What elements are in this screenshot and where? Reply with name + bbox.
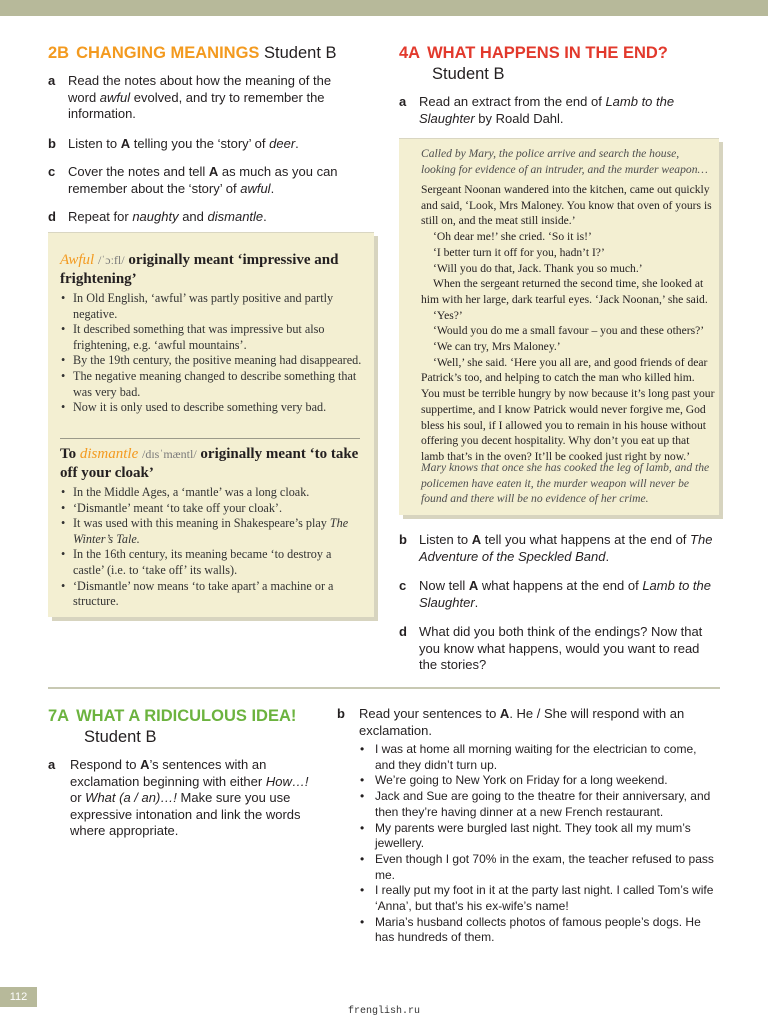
item-text: What did you both think of the endings? Now that you know what happens, would you want to read the stories? [419,624,703,672]
student-label: Student B [432,65,505,83]
section-title: CHANGING MEANINGS [76,44,260,62]
item-letter: b [48,136,56,151]
section-divider [48,687,720,689]
item-text: Listen to A telling you the ‘story’ of deer. [68,136,299,151]
student-label: Student B [264,44,337,62]
word-history-notes-box [48,232,374,617]
extract-body [421,182,715,465]
dismantle-notes-list [60,485,365,610]
list-item: • Now it is only used to describe something very bad. [60,400,365,416]
section-code: 4A [399,44,421,62]
section-2b-heading [48,43,337,63]
paragraph: When the sergeant returned the second time, she looked at him with her large, dark tearful eyes. ‘Jack Noonan,’ she said. [421,277,708,306]
footer-watermark: frenglish.ru [347,1006,420,1017]
paragraph: ‘We can try, Mrs Maloney.’ [433,340,561,354]
item-letter: c [48,164,56,179]
list-item: • I was at home all morning waiting for the electrician to come, and they didn’t turn up. [357,742,717,773]
list-item: • We’re going to New York on Friday for a long weekend. [357,773,717,789]
section-code: 7A [48,707,70,725]
list-item: • ‘Dismantle’ meant ‘to take off your cloak’. [60,501,365,517]
paragraph: ‘Will you do that, Jack. Thank you so much.’ [433,261,643,275]
divider [60,438,360,439]
item-text: Respond to A’s sentences with an exclamation beginning with either How…! or What (a / an)…! Make sure you use expressive intonation and link the words where appropriate. [70,757,309,838]
list-item: • By the 19th century, the positive meaning had disappeared. [60,353,365,369]
story-extract-box [399,138,719,515]
page-number: 112 [0,987,37,1007]
list-item: • In the Middle Ages, a ‘mantle’ was a long cloak. [60,485,365,501]
dismantle-heading: To dismantle /dɪsˈmæntl/ originally meant ‘to take off your cloak’ [60,446,359,481]
exercise-2b-b [48,136,358,153]
paragraph: Sergeant Noonan wandered into the kitchen, came out quickly and said, ‘Look, Mrs Maloney. You know that oven of yours is still on, and the meat still inside.’ [421,183,712,228]
paragraph: ‘Well,’ she said. ‘Here you all are, and good friends of dear Patrick’s too, and helping to catch the man who killed him. You must be terrible hungry by now because it’s long past your suppertime, and I know Patrick would never forgive me, God bless his soul, if I allowed you to remain in his house without offering you decent hospitality. Why don’t you eat up that lamb that’s in the oven? It’ll be cooked just right by now.’ [421,355,715,463]
section-title: WHAT A RIDICULOUS IDEA! [76,707,297,725]
exercise-7a-b [337,706,717,739]
item-text: Read the notes about how the meaning of the word awful evolved, and try to remember the information. [68,73,332,121]
paragraph: ‘I better turn it off for you, hadn’t I?’ [433,245,605,259]
awful-heading: Awful /ˈɔːfl/ originally meant ‘impressive and frightening’ [60,252,339,287]
item-letter: a [48,757,56,772]
item-text: Read an extract from the end of Lamb to the Slaughter by Roald Dahl. [419,94,675,126]
item-letter: d [48,209,56,224]
list-item: • The negative meaning changed to describe something that was very bad. [60,369,365,400]
item-letter: a [399,94,407,109]
list-item: • It was used with this meaning in Shakespeare’s play The Winter’s Tale. [60,516,365,547]
item-letter: b [399,532,407,547]
exercise-7a-a [48,757,318,840]
section-7a-heading [48,706,296,726]
item-text: Repeat for naughty and dismantle. [68,209,267,224]
student-label: Student B [84,728,157,746]
exercise-4a-c [399,578,719,611]
list-item: • In the 16th century, its meaning became ‘to destroy a castle’ (i.e. to ‘take off’ its walls). [60,547,365,578]
exercise-4a-a [399,94,709,127]
list-item: • Jack and Sue are going to the theatre for their anniversary, and then they’re having dinner at a new French restaurant. [357,789,717,820]
sentences-list [357,742,717,946]
top-color-bar [0,0,768,16]
list-item: • Even though I got 70% in the exam, the teacher refused to pass me. [357,852,717,883]
extract-outro: Mary knows that once she has cooked the leg of lamb, and the policemen have eaten it, the murder weapon will never be found and there will be no evidence of her crime. [421,461,710,505]
list-item: • Maria’s husband collects photos of famous people’s dogs. He has hundreds of them. [357,915,717,946]
item-text: Now tell A what happens at the end of Lamb to the Slaughter. [419,578,711,610]
list-item: • My parents were burgled last night. They took all my mum’s jewellery. [357,821,717,852]
section-4a-heading [399,43,668,63]
paragraph: ‘Would you do me a small favour – you and these others?’ [433,324,705,338]
item-text: Read your sentences to A. He / She will respond with an exclamation. [359,706,685,738]
item-text: Cover the notes and tell A as much as you can remember about the ‘story’ of awful. [68,164,338,196]
paragraph: ‘Yes?’ [433,308,463,322]
item-letter: d [399,624,407,639]
item-letter: b [337,706,345,721]
exercise-4a-d [399,624,719,674]
exercise-4a-b [399,532,719,565]
item-letter: a [48,73,56,88]
list-item: • ‘Dismantle’ now means ‘to take apart’ a machine or a structure. [60,579,365,610]
exercise-2b-a [48,73,358,123]
section-code: 2B [48,44,70,62]
list-item: • In Old English, ‘awful’ was partly positive and partly negative. [60,291,365,322]
section-title: WHAT HAPPENS IN THE END? [427,44,668,62]
list-item: • It described something that was impressive but also frightening, e.g. ‘awful mountains’. [60,322,365,353]
awful-notes-list [60,291,365,416]
item-text: Listen to A tell you what happens at the end of The Adventure of the Speckled Band. [419,532,713,564]
paragraph: ‘Oh dear me!’ she cried. ‘So it is!’ [433,230,592,244]
list-item: • I really put my foot in it at the party last night. I called Tom’s wife ‘Anna’, but that’s his ex-wife’s name! [357,883,717,914]
exercise-2b-d [48,209,358,226]
exercise-2b-c [48,164,358,197]
item-letter: c [399,578,407,593]
extract-intro: Called by Mary, the police arrive and search the house, looking for evidence of an intruder, and the murder weapon… [421,147,708,176]
